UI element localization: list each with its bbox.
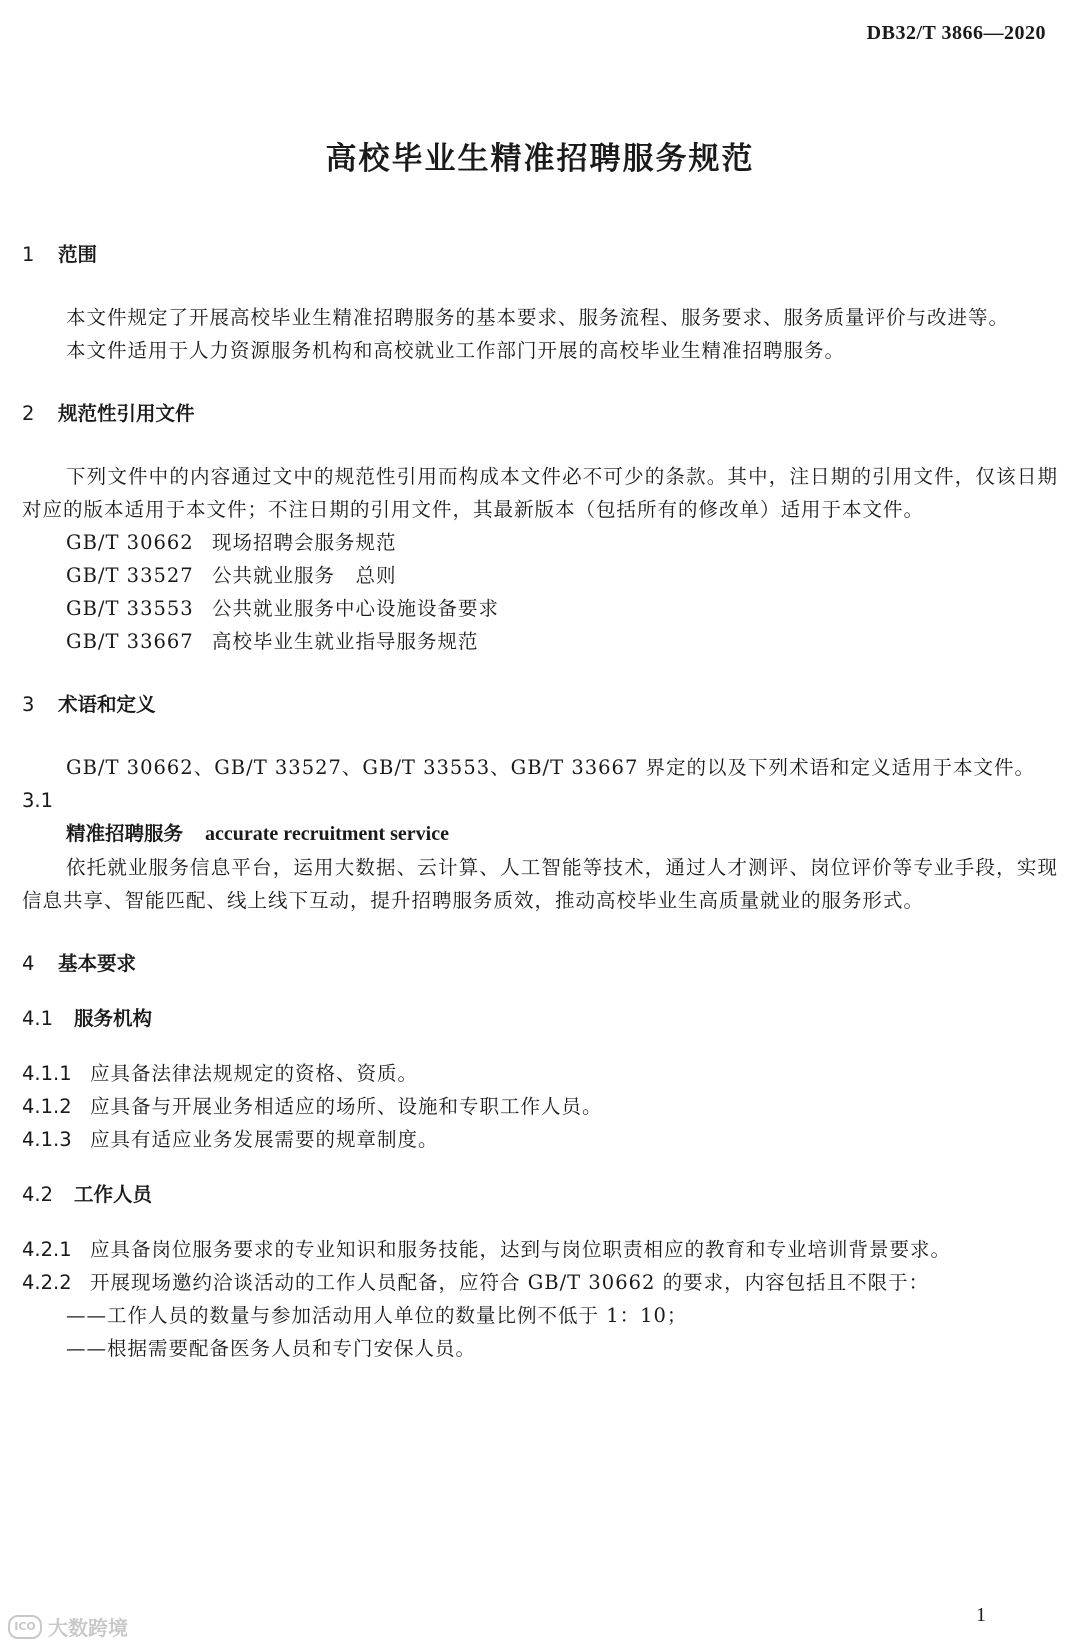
term-definition: 依托就业服务信息平台，运用大数据、云计算、人工智能等技术，通过人才测评、岗位评价等专业手段，实现信息共享、智能匹配、线上线下互动，提升招聘服务质效，推动高校毕业生高质量就业的服务形式。: [22, 856, 1058, 912]
clause-number: 4.2.1: [22, 1238, 72, 1261]
clause-number: 4.1.1: [22, 1062, 72, 1085]
document-body: [22, 238, 1058, 1365]
paragraph: 本文件规定了开展高校毕业生精准招聘服务的基本要求、服务流程、服务要求、服务质量评价与改进等。: [66, 306, 1010, 329]
dash-list-item: ——工作人员的数量与参加活动用人单位的数量比例不低于 1：10；: [66, 1304, 688, 1327]
clause: [22, 1057, 1058, 1090]
term-chinese: 精准招聘服务: [66, 822, 184, 845]
page-title: 高校毕业生精准招聘服务规范: [325, 141, 755, 177]
clause-number: 4.1.2: [22, 1095, 72, 1118]
section-title: 规范性引用文件: [58, 402, 195, 425]
subsection-heading-service-agency: [22, 1002, 1058, 1035]
dash-list-item: ——根据需要配备医务人员和专门安保人员。: [66, 1337, 477, 1360]
clause-number: 4.1.3: [22, 1128, 72, 1151]
reference-code: GB/T 33667: [66, 630, 194, 653]
subsection-title: 工作人员: [74, 1183, 153, 1206]
watermark: [8, 1612, 128, 1641]
clause: [22, 1090, 1058, 1123]
section-number: 2: [22, 402, 35, 425]
clause: [22, 1266, 1058, 1299]
section-number: 1: [22, 243, 35, 266]
clause: [22, 1233, 1058, 1266]
section-heading-terms: [22, 688, 1058, 721]
clause-text: 应具备岗位服务要求的专业知识和服务技能，达到与岗位职责相应的教育和专业培训背景要求。: [90, 1238, 952, 1261]
clause-text: 开展现场邀约洽谈活动的工作人员配备，应符合 GB/T 30662 的要求，内容包括且不限于：: [90, 1271, 930, 1294]
subsection-title: 服务机构: [74, 1007, 153, 1030]
section-heading-normative-references: [22, 397, 1058, 430]
document-code: DB32/T 3866—2020: [866, 22, 1046, 44]
page-number: 1: [976, 1604, 986, 1626]
clause: [22, 1123, 1058, 1156]
subsection-heading-staff: [22, 1178, 1058, 1211]
section-number: 4: [22, 952, 35, 975]
clause-text: 应具备与开展业务相适应的场所、设施和专职工作人员。: [90, 1095, 603, 1118]
reference-item: [22, 592, 1058, 625]
reference-code: GB/T 33527: [66, 564, 194, 587]
reference-item: [22, 625, 1058, 658]
section-heading-basic-requirements: [22, 947, 1058, 980]
reference-item: [22, 526, 1058, 559]
reference-title: 公共就业服务中心设施设备要求: [212, 597, 500, 620]
clause-text: 应具有适应业务发展需要的规章制度。: [90, 1128, 439, 1151]
reference-code: GB/T 30662: [66, 531, 194, 554]
reference-title: 现场招聘会服务规范: [212, 531, 397, 554]
term-number: 3.1: [22, 789, 54, 812]
section-title: 范围: [58, 243, 98, 266]
section-title: 基本要求: [58, 952, 137, 975]
reference-title: 高校毕业生就业指导服务规范: [212, 630, 479, 653]
reference-code: GB/T 33553: [66, 597, 194, 620]
paragraph: GB/T 30662、GB/T 33527、GB/T 33553、GB/T 33667 界定的以及下列术语和定义适用于本文件。: [66, 756, 1036, 779]
reference-item: [22, 559, 1058, 592]
paragraph: 下列文件中的内容通过文中的规范性引用而构成本文件必不可少的条款。其中，注日期的引用文件，仅该日期对应的版本适用于本文件；不注日期的引用文件，其最新版本（包括所有的修改单）适用于本文件。: [22, 465, 1058, 521]
subsection-number: 4.2: [22, 1183, 54, 1206]
subsection-number: 4.1: [22, 1007, 54, 1030]
watermark-logo-icon: ICO: [8, 1615, 42, 1639]
clause-text: 应具备法律法规规定的资格、资质。: [90, 1062, 419, 1085]
term-entry: [22, 817, 1058, 851]
section-number: 3: [22, 693, 35, 716]
term-english: accurate recruitment service: [205, 823, 449, 845]
section-heading-scope: [22, 238, 1058, 271]
clause-number: 4.2.2: [22, 1271, 72, 1294]
paragraph: 本文件适用于人力资源服务机构和高校就业工作部门开展的高校毕业生精准招聘服务。: [66, 339, 846, 362]
section-title: 术语和定义: [58, 693, 156, 716]
reference-title: 公共就业服务 总则: [212, 564, 397, 587]
watermark-text: 大数跨境: [48, 1616, 128, 1640]
